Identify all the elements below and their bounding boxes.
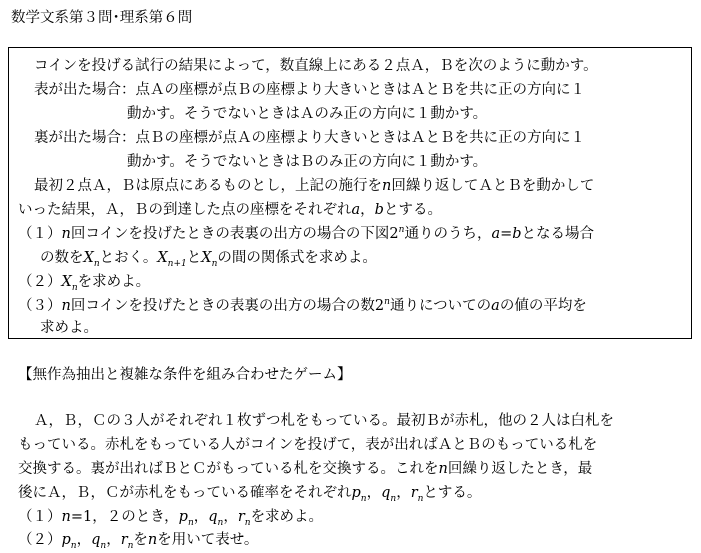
comma: ，	[396, 485, 411, 501]
var-b: b	[374, 202, 384, 218]
setup-comma: ，	[360, 202, 375, 218]
question-number: （１）	[18, 509, 62, 525]
question-text: と	[186, 250, 202, 266]
comma: ，	[193, 509, 209, 525]
subscript-n: n	[211, 258, 218, 269]
question-number: （２）	[18, 532, 62, 548]
question-text: を求めよ。	[250, 509, 324, 525]
question-text: 回コインを投げたときの表裏の出方の場合の数	[70, 298, 375, 314]
subscript-n: n	[70, 540, 77, 551]
math-two: 2	[389, 226, 399, 242]
comma: ，	[76, 532, 92, 548]
game-question2	[18, 530, 258, 550]
superscript-n: n	[398, 225, 405, 236]
section-heading: 【無作為抽出と複雑な条件を組み合わせたゲーム】	[18, 367, 352, 383]
var-n: n	[382, 178, 392, 194]
question3-line2: 求めよ。	[40, 320, 98, 336]
var-n: n	[61, 509, 71, 525]
var-n: n	[438, 461, 448, 477]
var-r: r	[410, 485, 418, 501]
comma: ，	[106, 532, 121, 548]
question-text: を用いて表せ。	[157, 532, 259, 548]
question-text: を	[133, 532, 148, 548]
subscript-n: n	[390, 493, 397, 504]
setup-text-2: 回繰り返してＡとＢを動かして	[391, 178, 595, 194]
setup-text-1: 最初２点Ａ，Ｂは原点にあるものとし，上記の施行を	[34, 178, 382, 194]
question-number: （３）	[18, 298, 62, 314]
subscript-n: n	[417, 493, 424, 504]
paragraph-text: 回繰り返したとき，最	[447, 461, 593, 477]
heads-rule-line2: 動かす。そうでないときはＡのみ正の方向に１動かす。	[127, 106, 488, 122]
var-n: n	[61, 298, 71, 314]
setup-line1	[34, 176, 594, 196]
game-para-line4	[18, 483, 481, 503]
var-q: q	[208, 509, 218, 525]
paragraph-text: 交換する。裏が出ればＢとＣがもっている札を交換する。これを	[18, 461, 439, 477]
question-number: （２）	[18, 274, 62, 290]
question-text: の数を	[40, 250, 84, 266]
var-n: n	[61, 226, 71, 242]
subscript-n: n	[244, 517, 251, 528]
var-X: X	[201, 250, 212, 266]
game-question1	[18, 507, 323, 527]
tails-rule-line1: 裏が出た場合：点Ｂの座標が点Ａの座標より大きいときはＡとＢを共に正の方向に１	[34, 130, 585, 146]
game-para-line3	[18, 459, 592, 479]
question1-line2	[40, 248, 377, 268]
tails-rule-line2: 動かす。そうでないときはＢのみ正の方向に１動かす。	[127, 154, 488, 170]
question2-line	[18, 272, 150, 292]
equation-a-eq-b: a=b	[491, 226, 522, 242]
var-X: X	[83, 250, 94, 266]
math-two: 2	[374, 298, 385, 314]
var-q: q	[381, 485, 391, 501]
var-q: q	[91, 532, 101, 548]
subscript-n: n	[100, 540, 107, 551]
game-para-line1: Ａ，Ｂ，Ｃの３人がそれぞれ１枚ずつ札をもっている。最初Ｂが赤札，他の２人は白札を	[34, 413, 614, 429]
question1-line1	[18, 224, 594, 244]
comma: ，	[366, 485, 382, 501]
question3-line1	[18, 296, 587, 316]
paragraph-text: とする。	[423, 485, 482, 501]
var-X: X	[61, 274, 72, 290]
question-text: のとき，	[121, 509, 179, 525]
question-text: となる場合	[521, 226, 595, 242]
question-text: とおく。	[99, 250, 158, 266]
question-text: を求めよ。	[77, 274, 151, 290]
var-r: r	[237, 509, 245, 525]
question-text: の値の平均を	[499, 298, 587, 314]
game-para-line2: もっている。赤札をもっている人がコインを投げて，表が出ればＡとＢのもっている札を	[18, 437, 598, 453]
subscript-n: n	[187, 517, 194, 528]
superscript-n: n	[384, 297, 390, 308]
heads-rule-line1: 表が出た場合：点Ａの座標が点Ｂの座標より大きいときはＡとＢを共に正の方向に１	[34, 82, 585, 98]
question-text: 回コインを投げたときの表裏の出方の場合の下図	[70, 226, 390, 242]
subscript-n-plus-1: n+1	[167, 258, 187, 269]
problem-intro: コインを投げる試行の結果によって，数直線上にある２点Ａ，Ｂを次のように動かす。	[34, 58, 598, 74]
subscript-n: n	[71, 282, 78, 293]
var-a: a	[351, 202, 361, 218]
comma: ，	[223, 509, 238, 525]
setup-text-3: いった結果，Ａ，Ｂの到達した点の座標をそれぞれ	[18, 202, 352, 218]
setup-line2	[18, 200, 442, 220]
var-r: r	[120, 532, 128, 548]
var-p: p	[351, 485, 361, 501]
subscript-n: n	[93, 258, 100, 269]
subscript-n: n	[127, 540, 134, 551]
page-title: 数学文系第３問･理系第６問	[11, 10, 193, 26]
var-X: X	[157, 250, 168, 266]
setup-text-4: とする。	[383, 202, 442, 218]
var-p: p	[178, 509, 188, 525]
var-a: a	[491, 298, 500, 314]
paragraph-text: 後にＡ，Ｂ，Ｃが赤札をもっている確率をそれぞれ	[18, 485, 352, 501]
question-number: （１）	[18, 226, 62, 242]
question-text: 通りについての	[389, 298, 492, 314]
question-text: の間の関係式を求めよ。	[217, 250, 377, 266]
question-text: 通りのうち，	[404, 226, 492, 242]
question-values: =1，２	[70, 509, 122, 525]
subscript-n: n	[217, 517, 224, 528]
var-n: n	[147, 532, 158, 548]
subscript-n: n	[360, 493, 367, 504]
var-p: p	[61, 532, 71, 548]
